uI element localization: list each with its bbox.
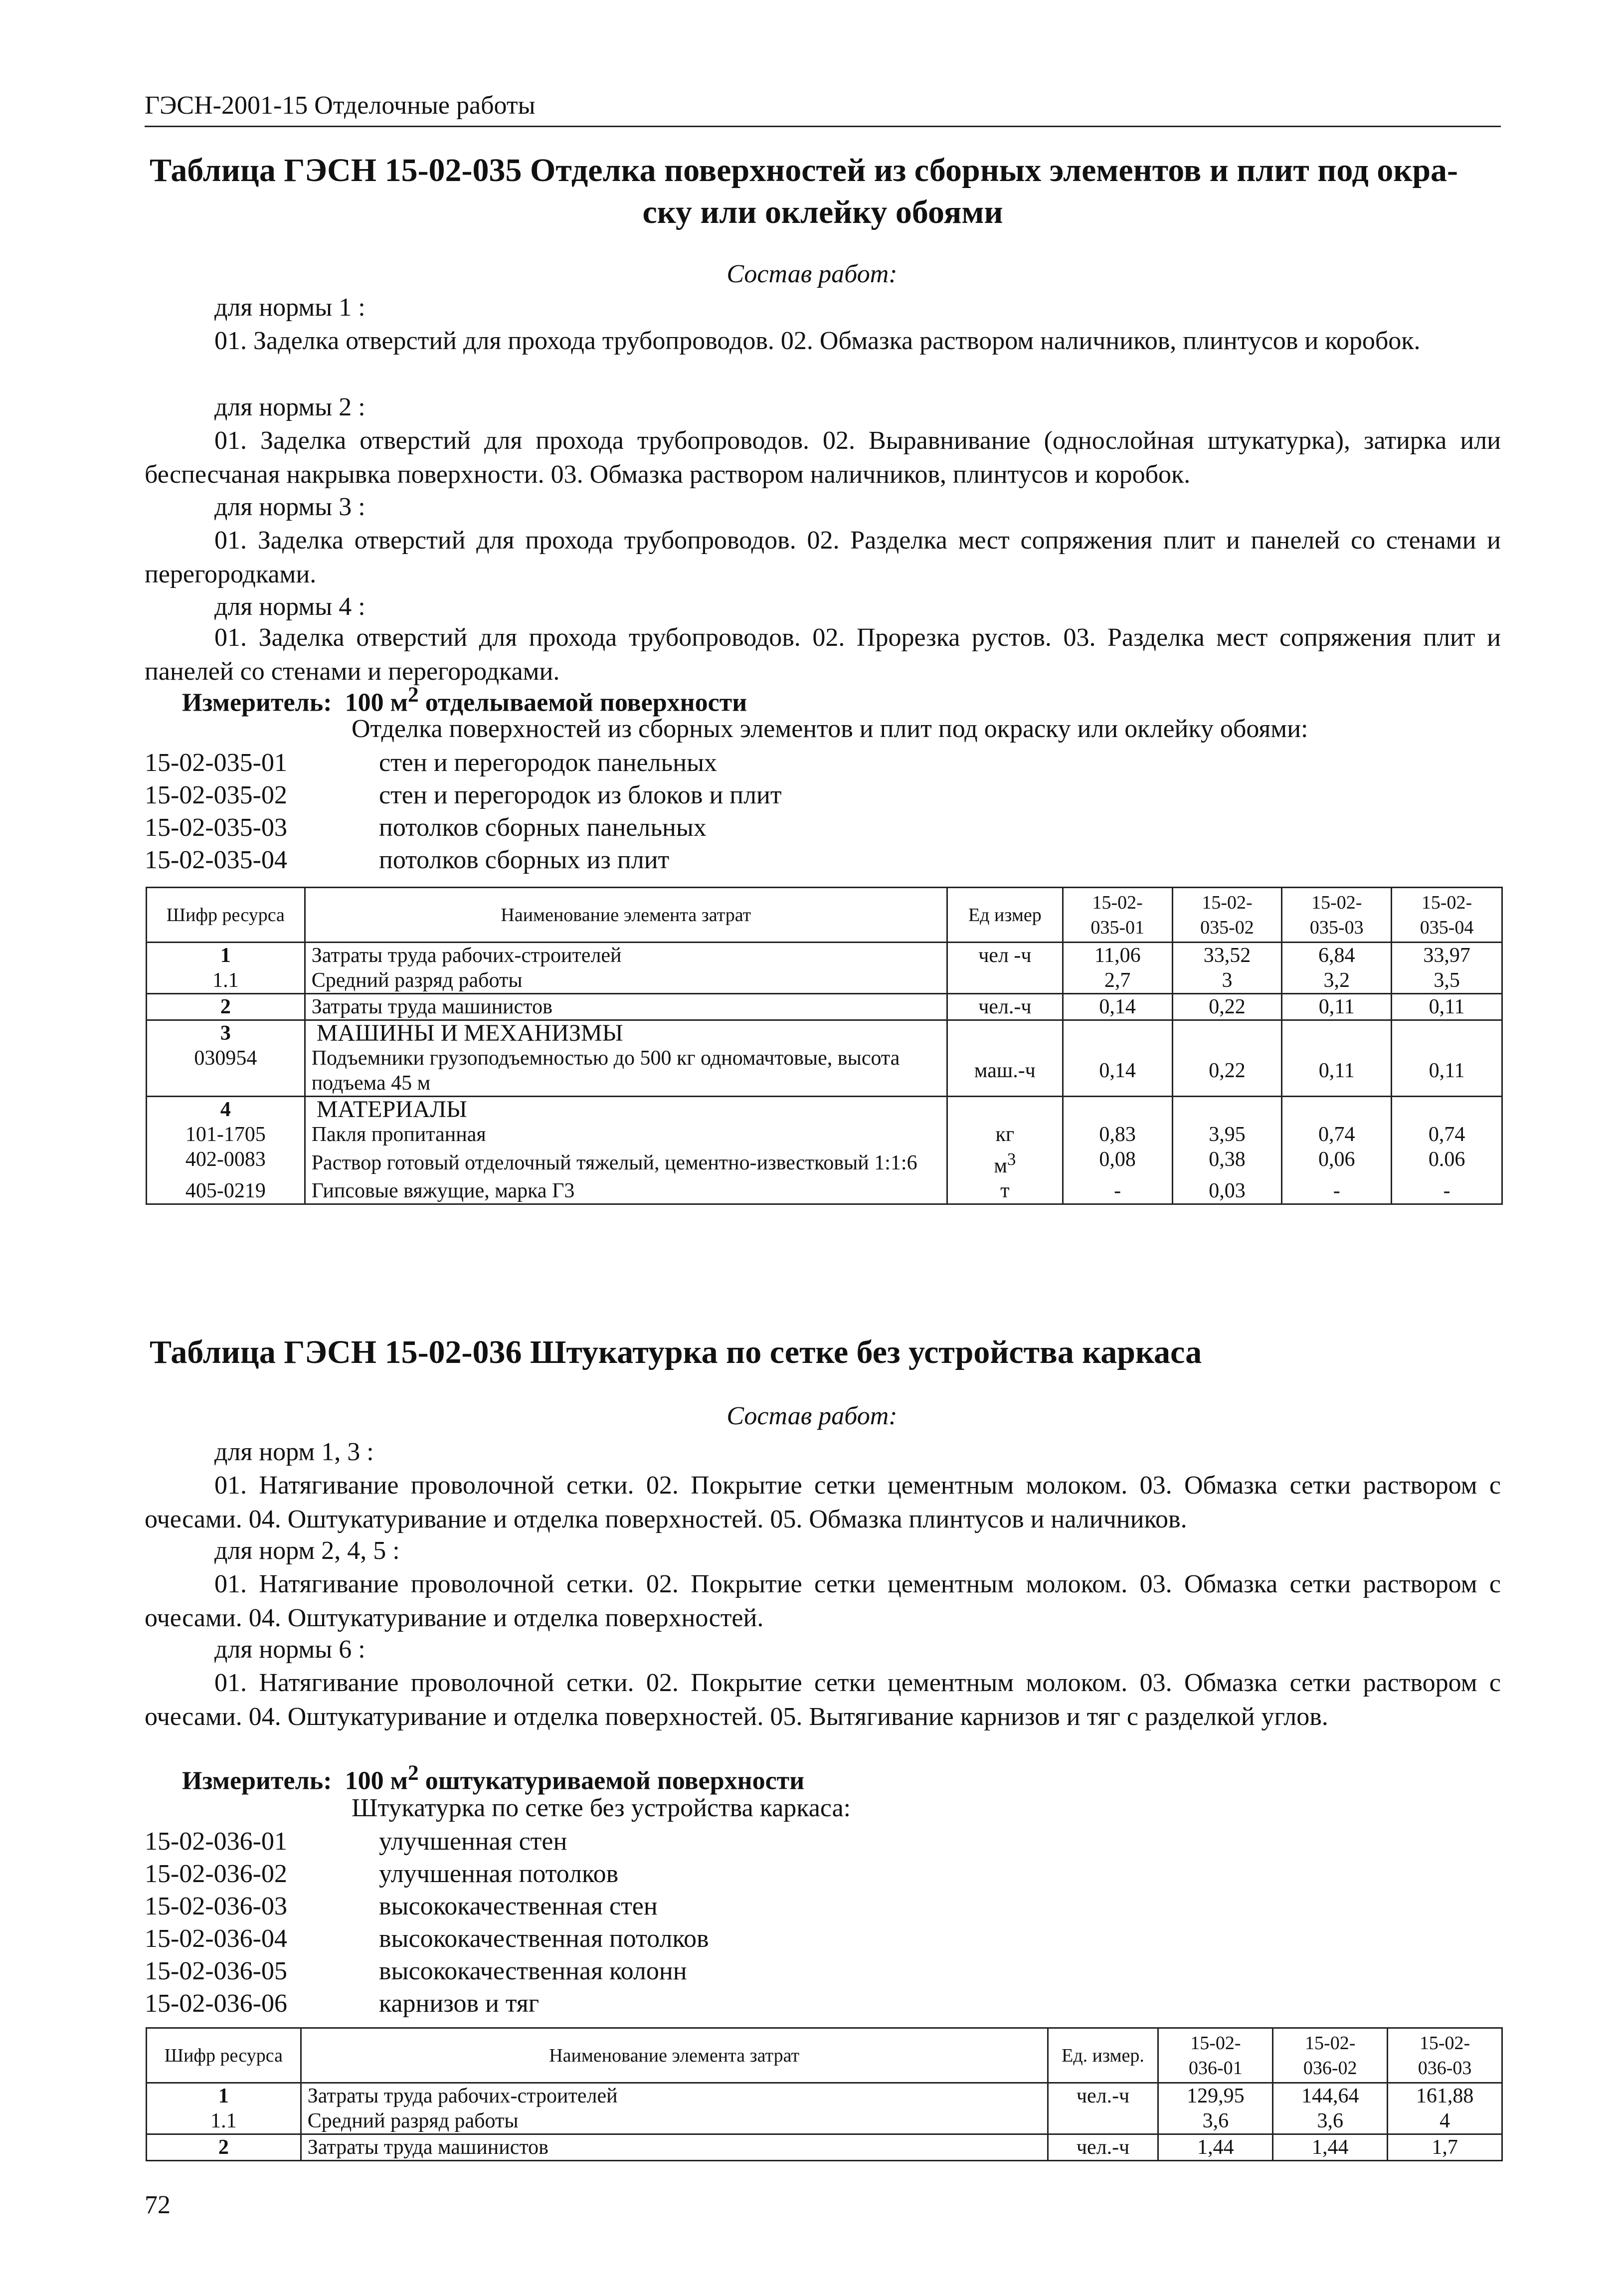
row-name: Затраты труда машинистов xyxy=(305,994,947,1020)
empty-cell xyxy=(1172,1097,1282,1123)
code-row xyxy=(145,844,782,876)
row-value: 2,7 xyxy=(1063,968,1172,994)
row-value: 129,95 xyxy=(1158,2083,1273,2109)
table2-title: Таблица ГЭСН 15-02-036 Штукатурка по сетке без устройства каркаса xyxy=(150,1334,1202,1370)
row-unit: чел.-ч xyxy=(947,994,1063,1020)
col-header-name: Наименование элемента затрат xyxy=(305,888,947,943)
col-header-line: 035-04 xyxy=(1420,917,1474,938)
code: 15-02-035-03 xyxy=(145,813,287,842)
row-value: 3,95 xyxy=(1172,1122,1282,1147)
row-value: 0,22 xyxy=(1172,1046,1282,1097)
row-value: 0.06 xyxy=(1392,1147,1502,1178)
table2-sostav-heading: Состав работ: xyxy=(726,1402,898,1430)
row-code: 1.1 xyxy=(147,2108,301,2134)
empty-cell xyxy=(1392,1097,1502,1123)
row-unit xyxy=(947,1147,1063,1178)
row-unit: чел.-ч xyxy=(1048,2134,1158,2161)
table1-title-line2: ску или оклейку обоями xyxy=(642,194,1003,230)
table1-sub-intro: Отделка поверхностей из сборных элементов и плит под окраску или оклейку обоями: xyxy=(352,715,1308,743)
table1-norm2-text: 01. Заделка отверстий для прохода трубопроводов. 02. Выравнивание (однослойная штукатурка), затирка или беспесчаная накрывка поверхности. 03. Обмазка раствором наличников, плинтусов и коробок. xyxy=(145,426,1501,489)
table-row xyxy=(147,1122,1502,1147)
col-header-line: 15-02- xyxy=(1190,2032,1241,2054)
row-name: Затраты труда рабочих-строителей xyxy=(305,943,947,968)
table-row xyxy=(147,1046,1502,1097)
code-text: стен и перегородок панельных xyxy=(379,749,718,777)
code: 15-02-035-04 xyxy=(145,846,287,874)
col-header-norm-1 xyxy=(1158,2028,1273,2083)
row-code: 4 xyxy=(147,1097,305,1123)
table2-meter-label: Измеритель: xyxy=(182,1766,332,1795)
unit-text: м xyxy=(994,1154,1007,1177)
row-unit: кг xyxy=(947,1122,1063,1147)
table2-sub-intro: Штукатурка по сетке без устройства каркаса: xyxy=(352,1794,851,1822)
table2-meter-value: 100 м xyxy=(345,1766,408,1795)
table1-sostav-heading: Состав работ: xyxy=(726,260,898,288)
table2-norm2-label: для норм 2, 4, 5 : xyxy=(214,1536,400,1565)
row-name: Средний разряд работы xyxy=(301,2108,1048,2134)
code-text: потолков сборных панельных xyxy=(379,813,707,842)
table2-norm3-text: 01. Натягивание проволочной сетки. 02. Покрытие сетки цементным молоком. 03. Обмазка сетки раствором с очесами. 04. Оштукатуривание и отделка поверхностей. 05. Вытягивание карнизов и тяг с разделкой углов. xyxy=(145,1669,1501,1731)
table-row xyxy=(147,943,1502,968)
row-value: 0,06 xyxy=(1282,1147,1392,1178)
code-text: высококачественная потолков xyxy=(379,1924,709,1953)
code: 15-02-035-01 xyxy=(145,749,287,777)
row-value: 33,97 xyxy=(1392,943,1502,968)
row-value: 0,74 xyxy=(1282,1122,1392,1147)
running-head: ГЭСН-2001-15 Отделочные работы xyxy=(145,91,536,120)
row-code: 101-1705 xyxy=(147,1122,305,1147)
empty-cell xyxy=(947,1020,1063,1046)
row-code: 405-0219 xyxy=(147,1178,305,1204)
row-value: 144,64 xyxy=(1273,2083,1388,2109)
empty-cell xyxy=(947,1097,1063,1123)
code: 15-02-036-04 xyxy=(145,1924,287,1953)
code-text: улучшенная потолков xyxy=(379,1860,619,1888)
row-value: 0,38 xyxy=(1172,1147,1282,1178)
code: 15-02-036-05 xyxy=(145,1957,287,1985)
row-value: 3 xyxy=(1172,968,1282,994)
row-value: 3,6 xyxy=(1158,2108,1273,2134)
table2-norm1-text: 01. Натягивание проволочной сетки. 02. Покрытие сетки цементным молоком. 03. Обмазка сетки раствором с очесами. 04. Оштукатуривание и отделка поверхностей. 05. Обмазка плинтусов и наличников. xyxy=(145,1471,1501,1533)
code-row xyxy=(145,779,782,811)
row-value: 0,03 xyxy=(1172,1178,1282,1204)
col-header-line: 15-02- xyxy=(1092,892,1143,913)
row-value: 0,22 xyxy=(1172,994,1282,1020)
col-header-line: 15-02- xyxy=(1311,892,1362,913)
row-code: 1.1 xyxy=(147,968,305,994)
col-header-line: 035-03 xyxy=(1309,917,1364,938)
row-unit: маш.-ч xyxy=(947,1046,1063,1097)
code-row xyxy=(145,1858,709,1890)
table1-norm4-label: для нормы 4 : xyxy=(214,592,365,621)
col-header-unit: Ед измер xyxy=(947,888,1063,943)
empty-cell xyxy=(1172,1020,1282,1046)
row-code: 3 xyxy=(147,1020,305,1046)
col-header-norm-3 xyxy=(1388,2028,1502,2083)
code-row xyxy=(145,747,782,779)
row-value: 0,11 xyxy=(1282,994,1392,1020)
table-row xyxy=(147,1178,1502,1204)
row-code: 030954 xyxy=(147,1046,305,1097)
table-row xyxy=(147,994,1502,1020)
table1-meter-sup: 2 xyxy=(408,683,419,707)
row-unit xyxy=(1048,2108,1158,2134)
row-value: 3,2 xyxy=(1282,968,1392,994)
section-title: МАТЕРИАЛЫ xyxy=(305,1097,947,1123)
col-header-norm-3 xyxy=(1282,888,1392,943)
row-value: - xyxy=(1063,1178,1172,1204)
code-row xyxy=(145,811,782,844)
col-header-line: 035-02 xyxy=(1200,917,1254,938)
row-value: 0,74 xyxy=(1392,1122,1502,1147)
code: 15-02-036-06 xyxy=(145,1989,287,2018)
col-header-line: 15-02- xyxy=(1421,892,1472,913)
col-header-line: 036-03 xyxy=(1418,2057,1472,2079)
row-value: - xyxy=(1392,1178,1502,1204)
empty-cell xyxy=(1282,1020,1392,1046)
row-value: 1,44 xyxy=(1273,2134,1388,2161)
table2-meter-rest: оштукатуриваемой поверхности xyxy=(418,1766,805,1795)
row-value: 161,88 xyxy=(1388,2083,1502,2109)
table2-norm1-label: для норм 1, 3 : xyxy=(214,1438,374,1466)
table1-title-line1: Таблица ГЭСН 15-02-035 Отделка поверхностей из сборных элементов и плит под окра- xyxy=(150,152,1458,189)
empty-cell xyxy=(1282,1097,1392,1123)
row-value: 3,6 xyxy=(1273,2108,1388,2134)
table-row xyxy=(147,968,1502,994)
row-unit: чел -ч xyxy=(947,943,1063,968)
col-header-norm-2 xyxy=(1172,888,1282,943)
code: 15-02-035-02 xyxy=(145,781,287,809)
row-name: Раствор готовый отделочный тяжелый, цементно-известковый 1:1:6 xyxy=(305,1147,947,1178)
row-value: 11,06 xyxy=(1063,943,1172,968)
row-value: 33,52 xyxy=(1172,943,1282,968)
row-value: 0,14 xyxy=(1063,1046,1172,1097)
header-rule xyxy=(145,126,1501,127)
table1-code-list xyxy=(145,747,782,876)
code: 15-02-036-01 xyxy=(145,1827,287,1856)
code-row xyxy=(145,1825,709,1858)
table1-norm1-text: 01. Заделка отверстий для прохода трубопроводов. 02. Обмазка раствором наличников, плинтусов и коробок. xyxy=(214,327,1421,355)
table2-norms xyxy=(146,2027,1503,2161)
table1-norm4-text: 01. Заделка отверстий для прохода трубопроводов. 02. Прорезка рустов. 03. Разделка мест сопряжения плит и панелей со стенами и перегородками. xyxy=(145,623,1501,686)
row-code: 2 xyxy=(147,994,305,1020)
col-header-line: 15-02- xyxy=(1202,892,1253,913)
table-row xyxy=(147,2134,1502,2161)
table1-title xyxy=(150,150,1496,233)
row-name: Пакля пропитанная xyxy=(305,1122,947,1147)
col-header-line: 036-02 xyxy=(1303,2057,1357,2079)
table2-norm2-text: 01. Натягивание проволочной сетки. 02. Покрытие сетки цементным молоком. 03. Обмазка сетки раствором с очесами. 04. Оштукатуривание и отделка поверхностей. xyxy=(145,1570,1501,1632)
table-row xyxy=(147,2083,1502,2109)
table2-meter xyxy=(182,1760,804,1795)
col-header-line: 035-01 xyxy=(1090,917,1144,938)
col-header-shifr: Шифр ресурса xyxy=(147,888,305,943)
table1-meter xyxy=(182,682,747,717)
code-text: потолков сборных из плит xyxy=(379,846,670,874)
row-unit xyxy=(947,968,1063,994)
table1-norm3-text: 01. Заделка отверстий для прохода трубопроводов. 02. Разделка мест сопряжения плит и панелей со стенами и перегородками. xyxy=(145,526,1501,588)
code-row xyxy=(145,1890,709,1922)
row-name: Средний разряд работы xyxy=(305,968,947,994)
row-value: 0,11 xyxy=(1392,1046,1502,1097)
empty-cell xyxy=(1063,1097,1172,1123)
row-value: 3,5 xyxy=(1392,968,1502,994)
section-title: МАШИНЫ И МЕХАНИЗМЫ xyxy=(305,1020,947,1046)
col-header-line: 036-01 xyxy=(1189,2057,1243,2079)
table-section-row xyxy=(147,1020,1502,1046)
row-code: 1 xyxy=(147,2083,301,2109)
row-value: 1,7 xyxy=(1388,2134,1502,2161)
code-text: высококачественная колонн xyxy=(379,1957,687,1985)
row-value: 0,83 xyxy=(1063,1122,1172,1147)
col-header-norm-1 xyxy=(1063,888,1172,943)
code-text: стен и перегородок из блоков и плит xyxy=(379,781,782,809)
code-row xyxy=(145,1987,709,2020)
row-value: 0,11 xyxy=(1282,1046,1392,1097)
code-text: карнизов и тяг xyxy=(379,1989,540,2018)
col-header-unit: Ед. измер. xyxy=(1048,2028,1158,2083)
code: 15-02-036-02 xyxy=(145,1860,287,1888)
code-row xyxy=(145,1955,709,1987)
unit-sup: 3 xyxy=(1007,1149,1016,1169)
table1-meter-rest: отделываемой поверхности xyxy=(418,688,747,717)
row-value: 4 xyxy=(1388,2108,1502,2134)
table1-norm2-label: для нормы 2 : xyxy=(214,393,365,421)
row-value: 6,84 xyxy=(1282,943,1392,968)
empty-cell xyxy=(1063,1020,1172,1046)
row-name: Затраты труда рабочих-строителей xyxy=(301,2083,1048,2109)
table-section-row xyxy=(147,1097,1502,1123)
col-header-line: 15-02- xyxy=(1419,2032,1470,2054)
code: 15-02-036-03 xyxy=(145,1892,287,1920)
row-code: 2 xyxy=(147,2134,301,2161)
col-header-norm-4 xyxy=(1392,888,1502,943)
col-header-name: Наименование элемента затрат xyxy=(301,2028,1048,2083)
page-number: 72 xyxy=(145,2191,171,2219)
row-name: Затраты труда машинистов xyxy=(301,2134,1048,2161)
table2-code-list xyxy=(145,1825,709,2020)
col-header-shifr: Шифр ресурса xyxy=(147,2028,301,2083)
code-text: улучшенная стен xyxy=(379,1827,567,1856)
col-header-line: 15-02- xyxy=(1305,2032,1356,2054)
table1-meter-label: Измеритель: xyxy=(182,688,332,717)
table2-meter-sup: 2 xyxy=(408,1761,419,1785)
table1-meter-value: 100 м xyxy=(345,688,408,717)
table-row xyxy=(147,2108,1502,2134)
table1-norm3-label: для нормы 3 : xyxy=(214,493,365,521)
empty-cell xyxy=(1392,1020,1502,1046)
row-unit: т xyxy=(947,1178,1063,1204)
row-code: 402-0083 xyxy=(147,1147,305,1178)
table1-norms xyxy=(146,887,1503,1205)
row-value: 0,11 xyxy=(1392,994,1502,1020)
row-value: 1,44 xyxy=(1158,2134,1273,2161)
row-value: 0,08 xyxy=(1063,1147,1172,1178)
row-name: Гипсовые вяжущие, марка Г3 xyxy=(305,1178,947,1204)
table2-norm3-label: для нормы 6 : xyxy=(214,1635,365,1664)
code-text: высококачественная стен xyxy=(379,1892,658,1920)
table-row xyxy=(147,1147,1502,1178)
code-row xyxy=(145,1922,709,1955)
row-value: 0,14 xyxy=(1063,994,1172,1020)
row-name: Подъемники грузоподъемностью до 500 кг одномачтовые, высота подъема 45 м xyxy=(305,1046,947,1097)
row-code: 1 xyxy=(147,943,305,968)
table1-norm1-label: для нормы 1 : xyxy=(214,293,365,322)
row-unit: чел.-ч xyxy=(1048,2083,1158,2109)
col-header-norm-2 xyxy=(1273,2028,1388,2083)
row-value: - xyxy=(1282,1178,1392,1204)
